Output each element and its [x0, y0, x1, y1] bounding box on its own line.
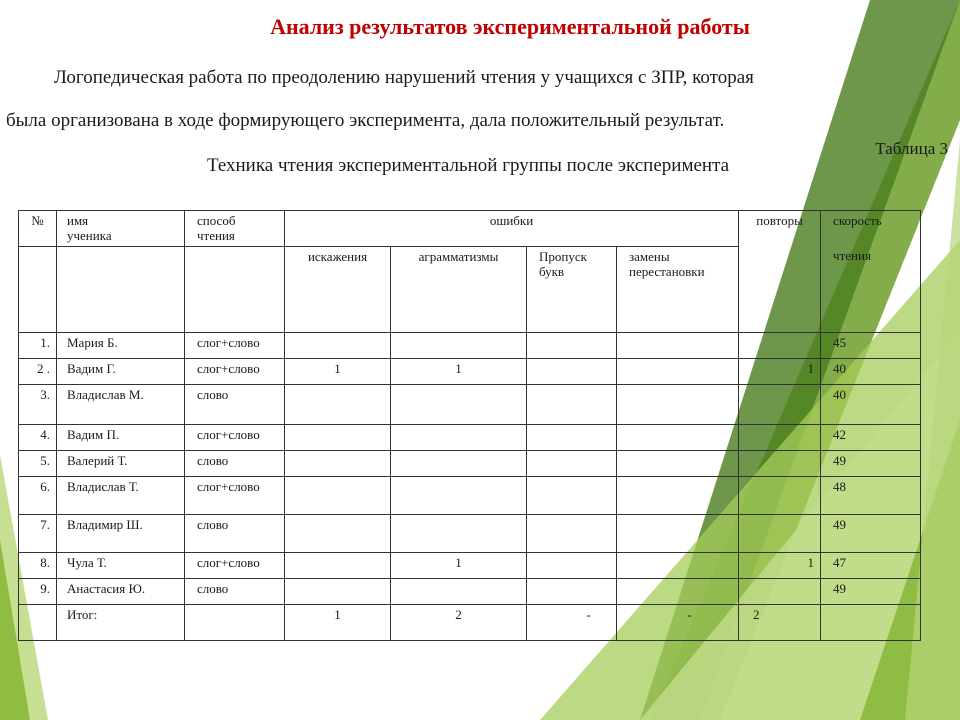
page-title: Анализ результатов экспериментальной работы [270, 14, 750, 39]
row-agrammatisms [391, 477, 527, 515]
header-num-blank [19, 247, 57, 333]
header-speed-line-2: чтения [833, 248, 871, 263]
row-distortions [285, 333, 391, 359]
table-caption: Техника чтения экспериментальной группы после эксперимента [206, 155, 730, 176]
row-speed: 40 [821, 385, 921, 425]
header-replacements [617, 247, 739, 333]
header-method-line-1: способ [197, 213, 236, 228]
row-repeats: 1 [739, 359, 821, 385]
results-table [18, 210, 921, 641]
total-repeats: 2 [739, 605, 821, 641]
row-num: 6. [19, 477, 57, 515]
row-omissions [527, 515, 617, 553]
table-row [19, 579, 921, 605]
row-speed: 49 [821, 515, 921, 553]
row-name: Владимир Ш. [57, 515, 185, 553]
table-row [19, 359, 921, 385]
total-row [19, 605, 921, 641]
intro-line-1: Логопедическая работа по преодолению нарушений чтения у учащихся с ЗПР, которая [54, 67, 754, 88]
row-speed: 49 [821, 579, 921, 605]
row-agrammatisms [391, 333, 527, 359]
table-row [19, 515, 921, 553]
row-replacements [617, 477, 739, 515]
header-name-blank [57, 247, 185, 333]
row-num: 2 . [19, 359, 57, 385]
row-replacements [617, 579, 739, 605]
total-replacements: - [617, 605, 739, 641]
row-num: 8. [19, 553, 57, 579]
row-distortions [285, 579, 391, 605]
table-row [19, 451, 921, 477]
header-method [185, 211, 285, 247]
row-method: слово [185, 579, 285, 605]
row-method: слог+слово [185, 359, 285, 385]
row-repeats [739, 425, 821, 451]
row-num: 9. [19, 579, 57, 605]
total-num-blank [19, 605, 57, 641]
row-omissions [527, 451, 617, 477]
row-num: 1. [19, 333, 57, 359]
row-method: слог+слово [185, 553, 285, 579]
row-name: Владислав М. [57, 385, 185, 425]
row-speed: 47 [821, 553, 921, 579]
header-omissions [527, 247, 617, 333]
row-omissions [527, 553, 617, 579]
header-method-line-2: чтения [197, 228, 235, 243]
row-repeats: 1 [739, 553, 821, 579]
table-row [19, 385, 921, 425]
row-omissions [527, 385, 617, 425]
row-distortions [285, 451, 391, 477]
row-repeats [739, 451, 821, 477]
row-omissions [527, 477, 617, 515]
header-distortions: искажения [285, 247, 391, 333]
header-name-line-2: ученика [67, 228, 112, 243]
row-speed: 40 [821, 359, 921, 385]
row-replacements [617, 425, 739, 451]
row-repeats [739, 579, 821, 605]
total-method-blank [185, 605, 285, 641]
row-replacements [617, 385, 739, 425]
header-errors: ошибки [285, 211, 739, 247]
row-name: Мария Б. [57, 333, 185, 359]
row-agrammatisms: 1 [391, 553, 527, 579]
total-speed [821, 605, 921, 641]
row-replacements [617, 359, 739, 385]
header-num: № [19, 211, 57, 247]
table-row [19, 425, 921, 451]
row-distortions: 1 [285, 359, 391, 385]
row-omissions [527, 359, 617, 385]
row-speed: 48 [821, 477, 921, 515]
row-repeats [739, 477, 821, 515]
row-agrammatisms: 1 [391, 359, 527, 385]
header-agrammatisms: аграмматизмы [391, 247, 527, 333]
row-agrammatisms [391, 425, 527, 451]
header-omissions-line-1: Пропуск [539, 249, 587, 264]
row-method: слог+слово [185, 477, 285, 515]
header-speed-line-1: скорость [833, 213, 882, 228]
header-omissions-line-2: букв [539, 264, 565, 279]
row-method: слово [185, 515, 285, 553]
row-name: Вадим П. [57, 425, 185, 451]
row-num: 3. [19, 385, 57, 425]
header-repeats: повторы [739, 211, 821, 333]
row-omissions [527, 579, 617, 605]
row-method: слог+слово [185, 425, 285, 451]
row-agrammatisms [391, 451, 527, 477]
row-repeats [739, 385, 821, 425]
row-speed: 42 [821, 425, 921, 451]
row-repeats [739, 515, 821, 553]
row-distortions [285, 385, 391, 425]
row-repeats [739, 333, 821, 359]
row-method: слово [185, 385, 285, 425]
total-agrammatisms: 2 [391, 605, 527, 641]
row-method: слог+слово [185, 333, 285, 359]
total-label: Итог: [57, 605, 185, 641]
header-method-blank [185, 247, 285, 333]
row-omissions [527, 425, 617, 451]
row-replacements [617, 333, 739, 359]
table-row [19, 477, 921, 515]
row-distortions [285, 477, 391, 515]
row-name: Владислав Т. [57, 477, 185, 515]
total-omissions: - [527, 605, 617, 641]
header-name [57, 211, 185, 247]
header-speed [821, 211, 921, 333]
row-replacements [617, 451, 739, 477]
row-distortions [285, 515, 391, 553]
row-name: Вадим Г. [57, 359, 185, 385]
row-agrammatisms [391, 579, 527, 605]
row-agrammatisms [391, 515, 527, 553]
table-number: Таблица 3 [875, 139, 948, 158]
total-distortions: 1 [285, 605, 391, 641]
row-name: Валерий Т. [57, 451, 185, 477]
header-replacements-line-1: замены [629, 249, 670, 264]
header-name-line-1: имя [67, 213, 89, 228]
intro-line-2: была организована в ходе формирующего эксперимента, дала положительный результат. [6, 110, 725, 131]
row-agrammatisms [391, 385, 527, 425]
table-row [19, 553, 921, 579]
row-name: Анастасия Ю. [57, 579, 185, 605]
row-name: Чула Т. [57, 553, 185, 579]
row-num: 7. [19, 515, 57, 553]
row-method: слово [185, 451, 285, 477]
row-replacements [617, 553, 739, 579]
row-distortions [285, 553, 391, 579]
row-num: 5. [19, 451, 57, 477]
row-replacements [617, 515, 739, 553]
row-omissions [527, 333, 617, 359]
row-speed: 45 [821, 333, 921, 359]
header-replacements-line-2: перестановки [629, 264, 705, 279]
row-num: 4. [19, 425, 57, 451]
row-distortions [285, 425, 391, 451]
table-row [19, 333, 921, 359]
row-speed: 49 [821, 451, 921, 477]
